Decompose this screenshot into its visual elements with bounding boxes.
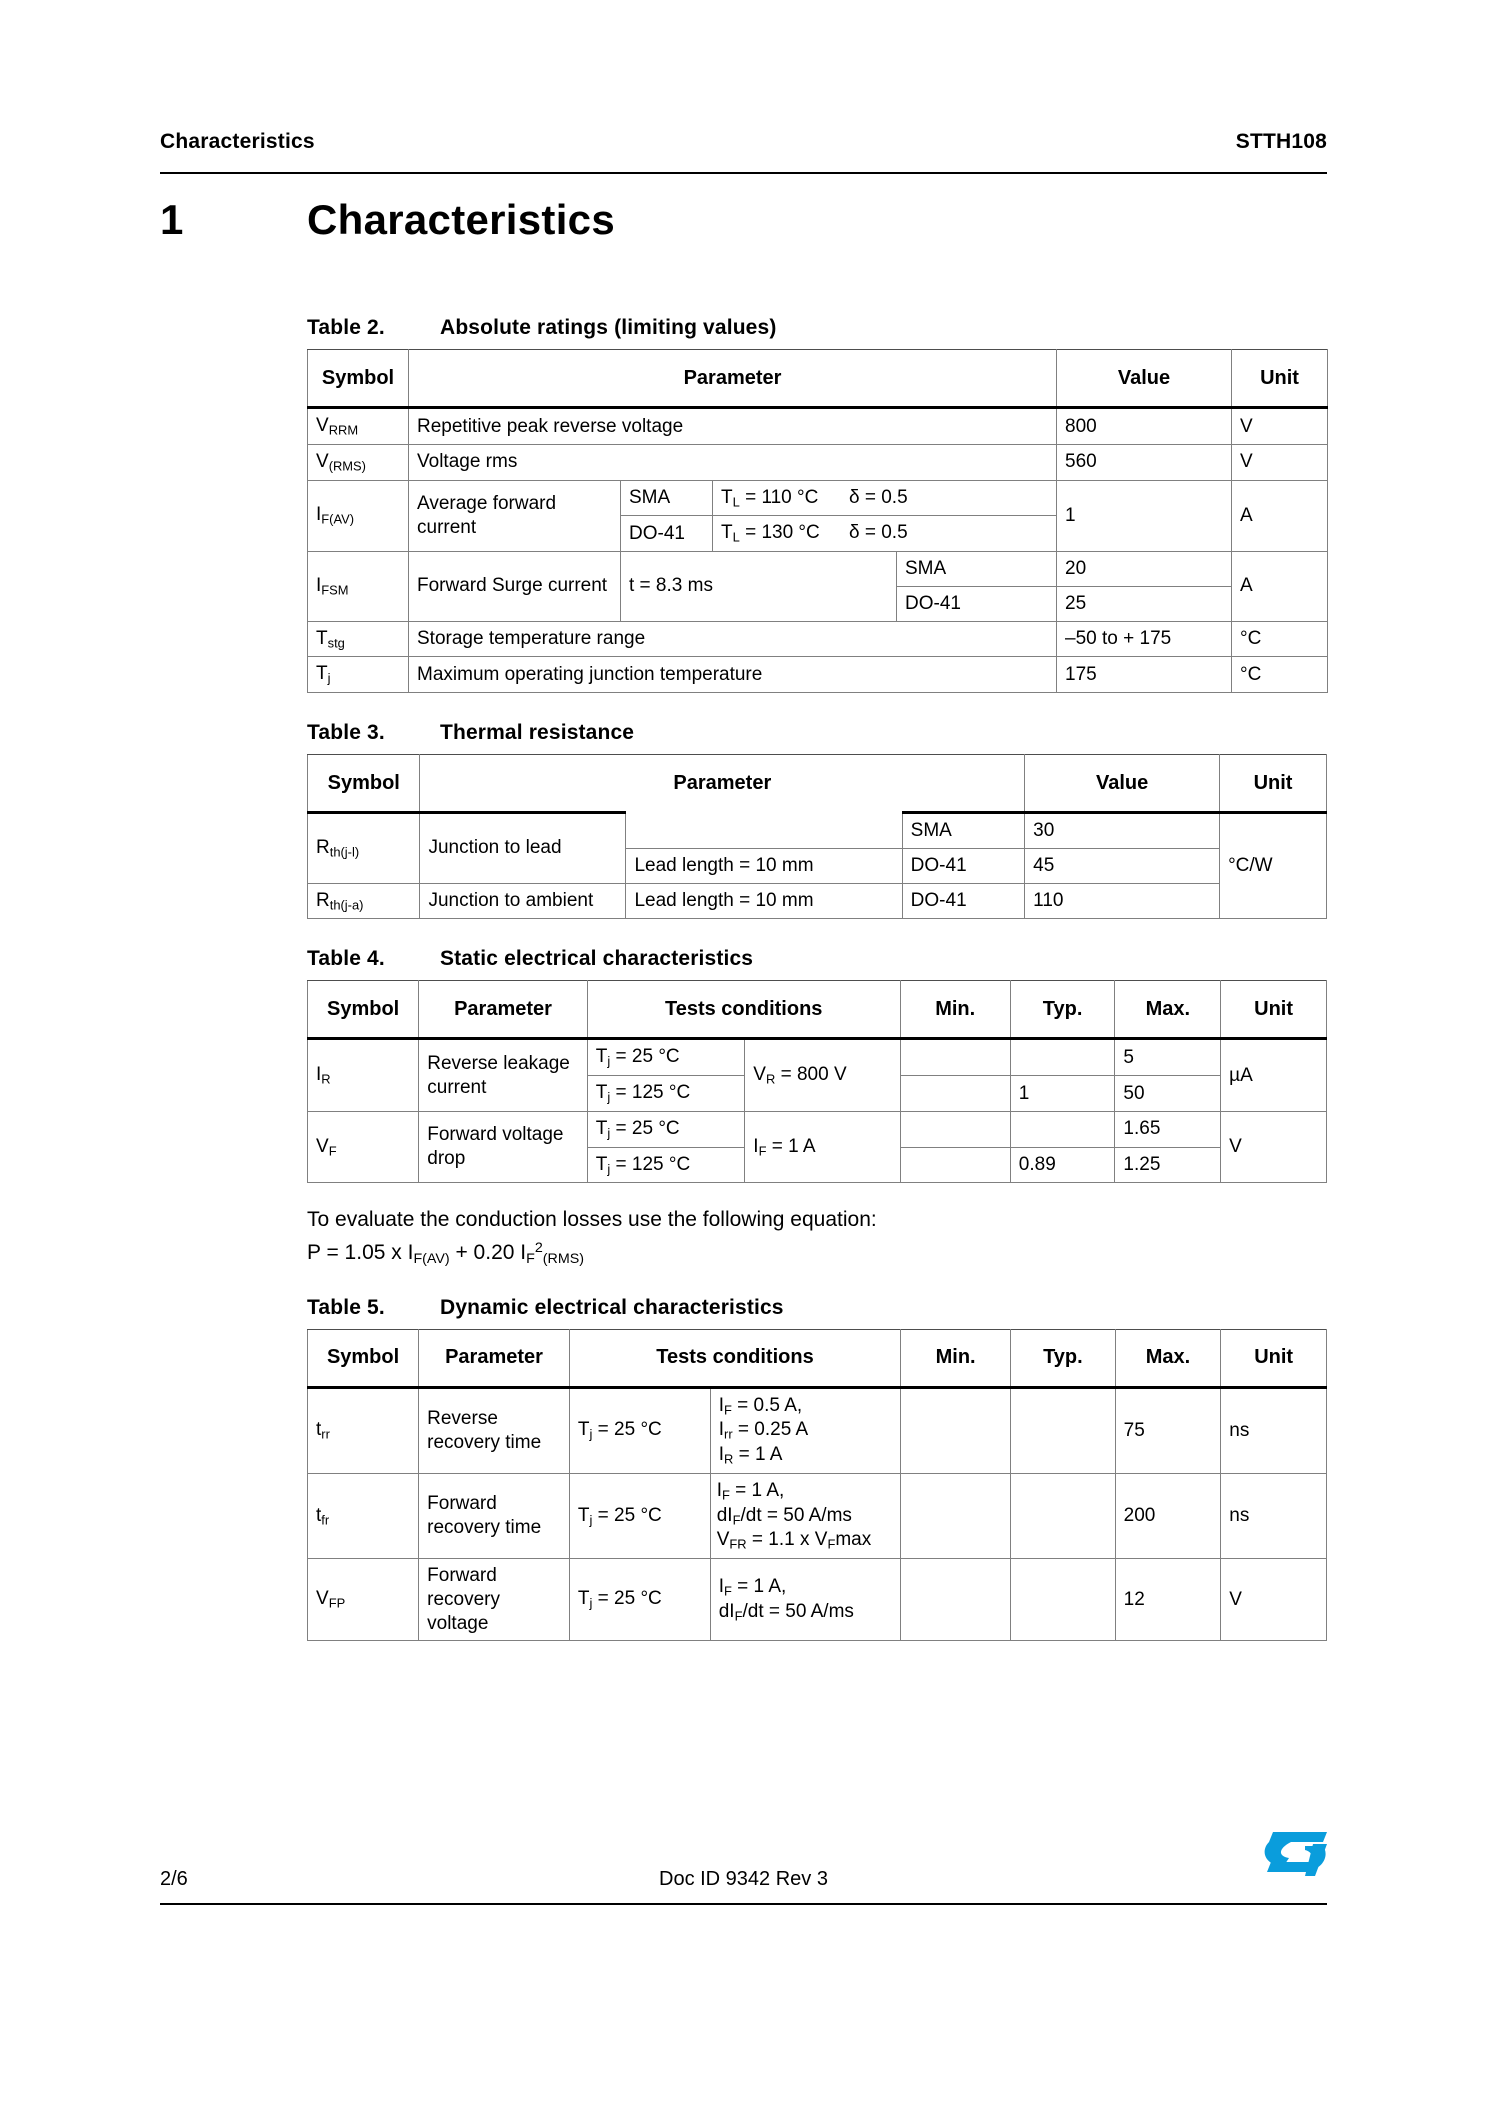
table4-col-tests-conditions: Tests conditions — [587, 981, 900, 1039]
table2-col-value: Value — [1057, 350, 1232, 408]
table4-r0-unit: µA — [1221, 1039, 1327, 1112]
table4-header-row — [308, 981, 1327, 1039]
table3-r1-package: DO-41 — [902, 883, 1025, 919]
table3-caption-number: Table 3. — [307, 721, 385, 744]
table2-caption-number: Table 2. — [307, 316, 385, 339]
table-row — [308, 883, 1327, 919]
table3-r1-condition: Lead length = 10 mm — [626, 883, 902, 919]
table-row — [308, 408, 1328, 445]
table-row — [308, 813, 1327, 849]
table5-r1-parameter: Forward recovery time — [419, 1473, 570, 1558]
table2-r5-unit: °C — [1232, 657, 1328, 693]
table5-col-tests-conditions: Tests conditions — [569, 1329, 900, 1387]
table3-r0-parameter: Junction to lead — [420, 813, 626, 884]
table4-r0-parameter: Reverse leakage current — [419, 1039, 588, 1112]
table4-r0-temp-2: $T_j = 125$ °C — [587, 1076, 745, 1112]
table2-r2-condition-1: $T_L = 110$ °C δ = 0.5 — [713, 480, 1057, 516]
table-static-electrical — [307, 980, 1327, 1183]
table3-col-unit: Unit — [1220, 755, 1327, 813]
table4-r0-temp-1: $T_j = 25$ °C — [587, 1039, 745, 1076]
table2-r1-parameter: Voltage rms — [409, 444, 1057, 480]
table5-r1-temp: $T_j = 25$ °C — [569, 1473, 710, 1558]
table4-r1-parameter: Forward voltage drop — [419, 1111, 588, 1183]
table4-r1-min-1 — [900, 1111, 1010, 1147]
table-thermal-resistance — [307, 754, 1327, 919]
table2-r4-value: –50 to + 175 — [1057, 621, 1232, 657]
table4-r1-min-2 — [900, 1147, 1010, 1183]
footer-rule — [160, 1903, 1327, 1905]
table5-caption-title: Dynamic electrical characteristics — [440, 1295, 784, 1319]
table2-caption — [307, 316, 1327, 340]
table5-r2-min — [901, 1559, 1011, 1641]
table4-r1-typ-1 — [1010, 1111, 1115, 1147]
table4-r1-typ-2: 0.89 — [1010, 1147, 1115, 1183]
table2-r1-unit: V — [1232, 444, 1328, 480]
table2-r0-unit: V — [1232, 408, 1328, 445]
table5-r1-max: 200 — [1115, 1473, 1221, 1558]
table-dynamic-electrical — [307, 1329, 1327, 1642]
table3-r1-parameter: Junction to ambient — [420, 883, 626, 919]
table4-r1-unit: V — [1221, 1111, 1327, 1183]
table2-r0-parameter: Repetitive peak reverse voltage — [409, 408, 1057, 445]
table4-caption — [307, 947, 1327, 971]
table5-col-min: Min. — [901, 1329, 1011, 1387]
table3-r1-value: 110 — [1025, 883, 1220, 919]
table3-unit: °C/W — [1220, 813, 1327, 919]
table3-caption — [307, 721, 1327, 745]
table5-r2-typ — [1011, 1559, 1116, 1641]
table2-r3-unit: A — [1232, 552, 1328, 622]
table4-col-symbol: Symbol — [308, 981, 419, 1039]
table3-header-row — [308, 755, 1327, 813]
table3-r0-package-2: DO-41 — [902, 848, 1025, 883]
table5-r0-temp: $T_j = 25$ °C — [569, 1387, 710, 1473]
page-title — [160, 196, 1327, 244]
note-line-1: To evaluate the conduction losses use the following equation: — [307, 1208, 877, 1232]
footer-doc-id: Doc ID 9342 Rev 3 — [659, 1868, 828, 1890]
table5-r1-unit: ns — [1221, 1473, 1327, 1558]
table-row — [308, 1473, 1327, 1558]
table5-header-row — [308, 1329, 1327, 1387]
table3-r0-symbol: $R_{th(j-l)}$ — [308, 813, 420, 884]
table2-r1-symbol: $V_{(RMS)}$ — [308, 444, 409, 480]
table5-r0-symbol: $t_{rr}$ — [308, 1387, 419, 1473]
running-header — [160, 130, 1327, 154]
table2-r3-package-1: SMA — [897, 552, 1057, 587]
st-logo-icon — [1261, 1822, 1335, 1882]
table2-r3-value-2: 25 — [1057, 586, 1232, 621]
table2-r2-value: 1 — [1057, 480, 1232, 552]
table4-r1-bias: $I_F = 1$ A — [745, 1111, 900, 1183]
conduction-losses-note — [307, 1205, 1327, 1269]
table2-r4-unit: °C — [1232, 621, 1328, 657]
table2-r5-symbol: $T_j$ — [308, 657, 409, 693]
table4-r0-max-1: 5 — [1115, 1039, 1221, 1076]
table5-r0-typ — [1011, 1387, 1116, 1473]
table4-r0-min-2 — [900, 1076, 1010, 1112]
table4-col-typ: Typ. — [1010, 981, 1115, 1039]
table5-r1-min — [901, 1473, 1011, 1558]
content-column — [307, 316, 1327, 1641]
table5-r1-conditions: $I_F = 1$ A, $dI_F/dt = 50$ A/ms $V_{FR} = 1.1$ x $V_F\max$ — [710, 1473, 900, 1558]
table3-r0-package-1: SMA — [902, 813, 1025, 849]
table5-r1-typ — [1011, 1473, 1116, 1558]
table5-r2-symbol: $V_{FP}$ — [308, 1559, 419, 1641]
table2-r0-value: 800 — [1057, 408, 1232, 445]
table4-r0-min-1 — [900, 1039, 1010, 1076]
table2-r4-parameter: Storage temperature range — [409, 621, 1057, 657]
table4-caption-title: Static electrical characteristics — [440, 947, 754, 971]
table5-r2-unit: V — [1221, 1559, 1327, 1641]
table5-r2-max: 12 — [1115, 1559, 1221, 1641]
table4-r0-typ-1 — [1010, 1039, 1115, 1076]
table-row — [308, 444, 1328, 480]
table3-r0-value-2: 45 — [1025, 848, 1220, 883]
table2-r3-package-2: DO-41 — [897, 586, 1057, 621]
table4-r0-symbol: $I_R$ — [308, 1039, 419, 1112]
table-absolute-ratings — [307, 349, 1328, 693]
table4-r1-symbol: $V_F$ — [308, 1111, 419, 1183]
table5-col-parameter: Parameter — [419, 1329, 570, 1387]
table2-r0-symbol: $V_{RRM}$ — [308, 408, 409, 445]
table2-caption-title: Absolute ratings (limiting values) — [440, 316, 777, 339]
table-row — [308, 1559, 1327, 1641]
page-footer — [160, 1862, 1327, 1902]
footer-page-number: 2/6 — [160, 1868, 188, 1890]
table5-r2-temp: $T_j = 25$ °C — [569, 1559, 710, 1641]
table4-col-parameter: Parameter — [419, 981, 588, 1039]
table5-r1-symbol: $t_{fr}$ — [308, 1473, 419, 1558]
table2-r4-symbol: $T_{stg}$ — [308, 621, 409, 657]
table4-caption-number: Table 4. — [307, 947, 385, 971]
table3-caption-title: Thermal resistance — [440, 721, 635, 744]
table5-r0-min — [901, 1387, 1011, 1473]
table2-r3-symbol: $I_{FSM}$ — [308, 552, 409, 622]
note-equation: P = 1.05 x $I_{F(AV)} + 0.20$ $I_F^2_{(RMS)}$ — [307, 1239, 584, 1267]
table-row — [308, 552, 1328, 587]
table4-r0-max-2: 50 — [1115, 1076, 1221, 1112]
header-rule — [160, 172, 1327, 174]
table2-r5-parameter: Maximum operating junction temperature — [409, 657, 1057, 693]
table2-r3-condition: t = 8.3 ms — [621, 552, 897, 622]
table4-r1-temp-1: $T_j = 25$ °C — [587, 1111, 745, 1147]
table3-r0-condition-1 — [626, 813, 902, 849]
table4-col-max: Max. — [1115, 981, 1221, 1039]
table2-col-parameter: Parameter — [409, 350, 1057, 408]
table2-col-unit: Unit — [1232, 350, 1328, 408]
table5-caption — [307, 1296, 1327, 1320]
chapter-number: 1 — [160, 196, 184, 243]
table2-r3-parameter: Forward Surge current — [409, 552, 621, 622]
chapter-title: Characteristics — [307, 196, 615, 243]
table3-col-value: Value — [1025, 755, 1220, 813]
table5-r0-parameter: Reverse recovery time — [419, 1387, 570, 1473]
table5-r0-unit: ns — [1221, 1387, 1327, 1473]
table-row — [308, 1111, 1327, 1147]
table2-r3-value-1: 20 — [1057, 552, 1232, 587]
table4-r0-bias: $V_R = 800$ V — [745, 1039, 900, 1112]
table-row — [308, 480, 1328, 516]
table-row — [308, 621, 1328, 657]
header-left-title: Characteristics — [160, 130, 315, 153]
table-row — [308, 1039, 1327, 1076]
table2-header-row — [308, 350, 1328, 408]
table2-r2-package-1: SMA — [621, 480, 713, 516]
header-part-number: STTH108 — [1235, 130, 1327, 153]
table3-col-parameter: Parameter — [420, 755, 1025, 813]
table-row — [308, 1387, 1327, 1473]
table3-col-symbol: Symbol — [308, 755, 420, 813]
table3-r0-condition-2: Lead length = 10 mm — [626, 848, 902, 883]
table5-r0-max: 75 — [1115, 1387, 1221, 1473]
table5-caption-number: Table 5. — [307, 1295, 385, 1319]
table5-r2-conditions: $I_F = 1$ A, $dI_F/dt = 50$ A/ms — [710, 1559, 900, 1641]
table4-r1-max-1: 1.65 — [1115, 1111, 1221, 1147]
table5-r2-parameter: Forward recovery voltage — [419, 1559, 570, 1641]
table2-r1-value: 560 — [1057, 444, 1232, 480]
table2-col-symbol: Symbol — [308, 350, 409, 408]
table4-r1-max-2: 1.25 — [1115, 1147, 1221, 1183]
table4-col-unit: Unit — [1221, 981, 1327, 1039]
table-row — [308, 657, 1328, 693]
table2-r2-unit: A — [1232, 480, 1328, 552]
table4-r0-typ-2: 1 — [1010, 1076, 1115, 1112]
table2-r2-package-2: DO-41 — [621, 516, 713, 552]
table2-r2-symbol: $I_{F(AV)}$ — [308, 480, 409, 552]
table5-col-typ: Typ. — [1011, 1329, 1116, 1387]
table5-col-symbol: Symbol — [308, 1329, 419, 1387]
table5-col-max: Max. — [1115, 1329, 1221, 1387]
table4-col-min: Min. — [900, 981, 1010, 1039]
table5-col-unit: Unit — [1221, 1329, 1327, 1387]
table2-r2-condition-2: $T_L = 130$ °C δ = 0.5 — [713, 516, 1057, 552]
table2-r2-parameter: Average forward current — [409, 480, 621, 552]
table4-r1-temp-2: $T_j = 125$ °C — [587, 1147, 745, 1183]
table2-r5-value: 175 — [1057, 657, 1232, 693]
table5-r0-conditions: $I_F = 0.5$ A, $I_{rr} = 0.25$ A $I_R = 1$ A — [710, 1387, 900, 1473]
table3-r1-symbol: $R_{th(j-a)}$ — [308, 883, 420, 919]
table3-r0-value-1: 30 — [1025, 813, 1220, 849]
